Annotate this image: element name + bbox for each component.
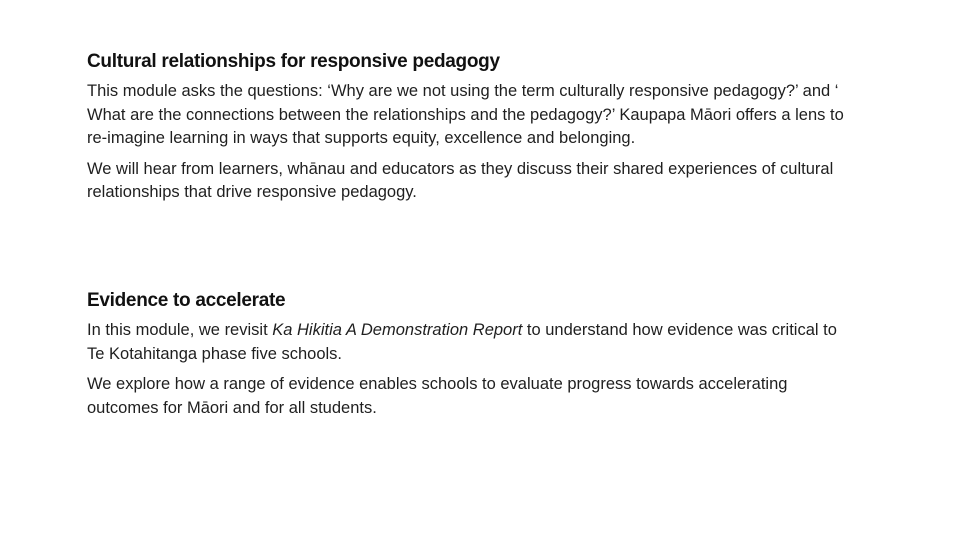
report-title: Ka Hikitia A Demonstration Report [272, 321, 523, 339]
section-heading: Evidence to accelerate [87, 290, 286, 311]
section-evidence-to-accelerate [87, 289, 847, 427]
section-heading: Cultural relationships for responsive pedagogy [87, 51, 500, 72]
paragraph-text: In this module, we revisit [87, 321, 273, 339]
section-paragraph: This module asks the questions: ‘Why are we not using the term culturally responsive pedagogy?’ and ‘ What are the connections between the relationships and the pedagogy?’ Kaupapa Māori offers a lens to re-imagine learning in ways that supports equity, excellence and belonging. [87, 82, 844, 147]
paragraph-text: to understand how evidence was critical to Te Kotahitanga phase five schools. [87, 321, 837, 363]
section-paragraph [87, 319, 847, 366]
section-paragraph: We will hear from learners, whānau and educators as they discuss their shared experiences of cultural relationships that drive responsive pedagogy. [87, 159, 834, 201]
section-cultural-relationships [87, 50, 847, 212]
section-paragraph: We explore how a range of evidence enables schools to evaluate progress towards accelerating outcomes for Māori and for all students. [87, 375, 788, 417]
